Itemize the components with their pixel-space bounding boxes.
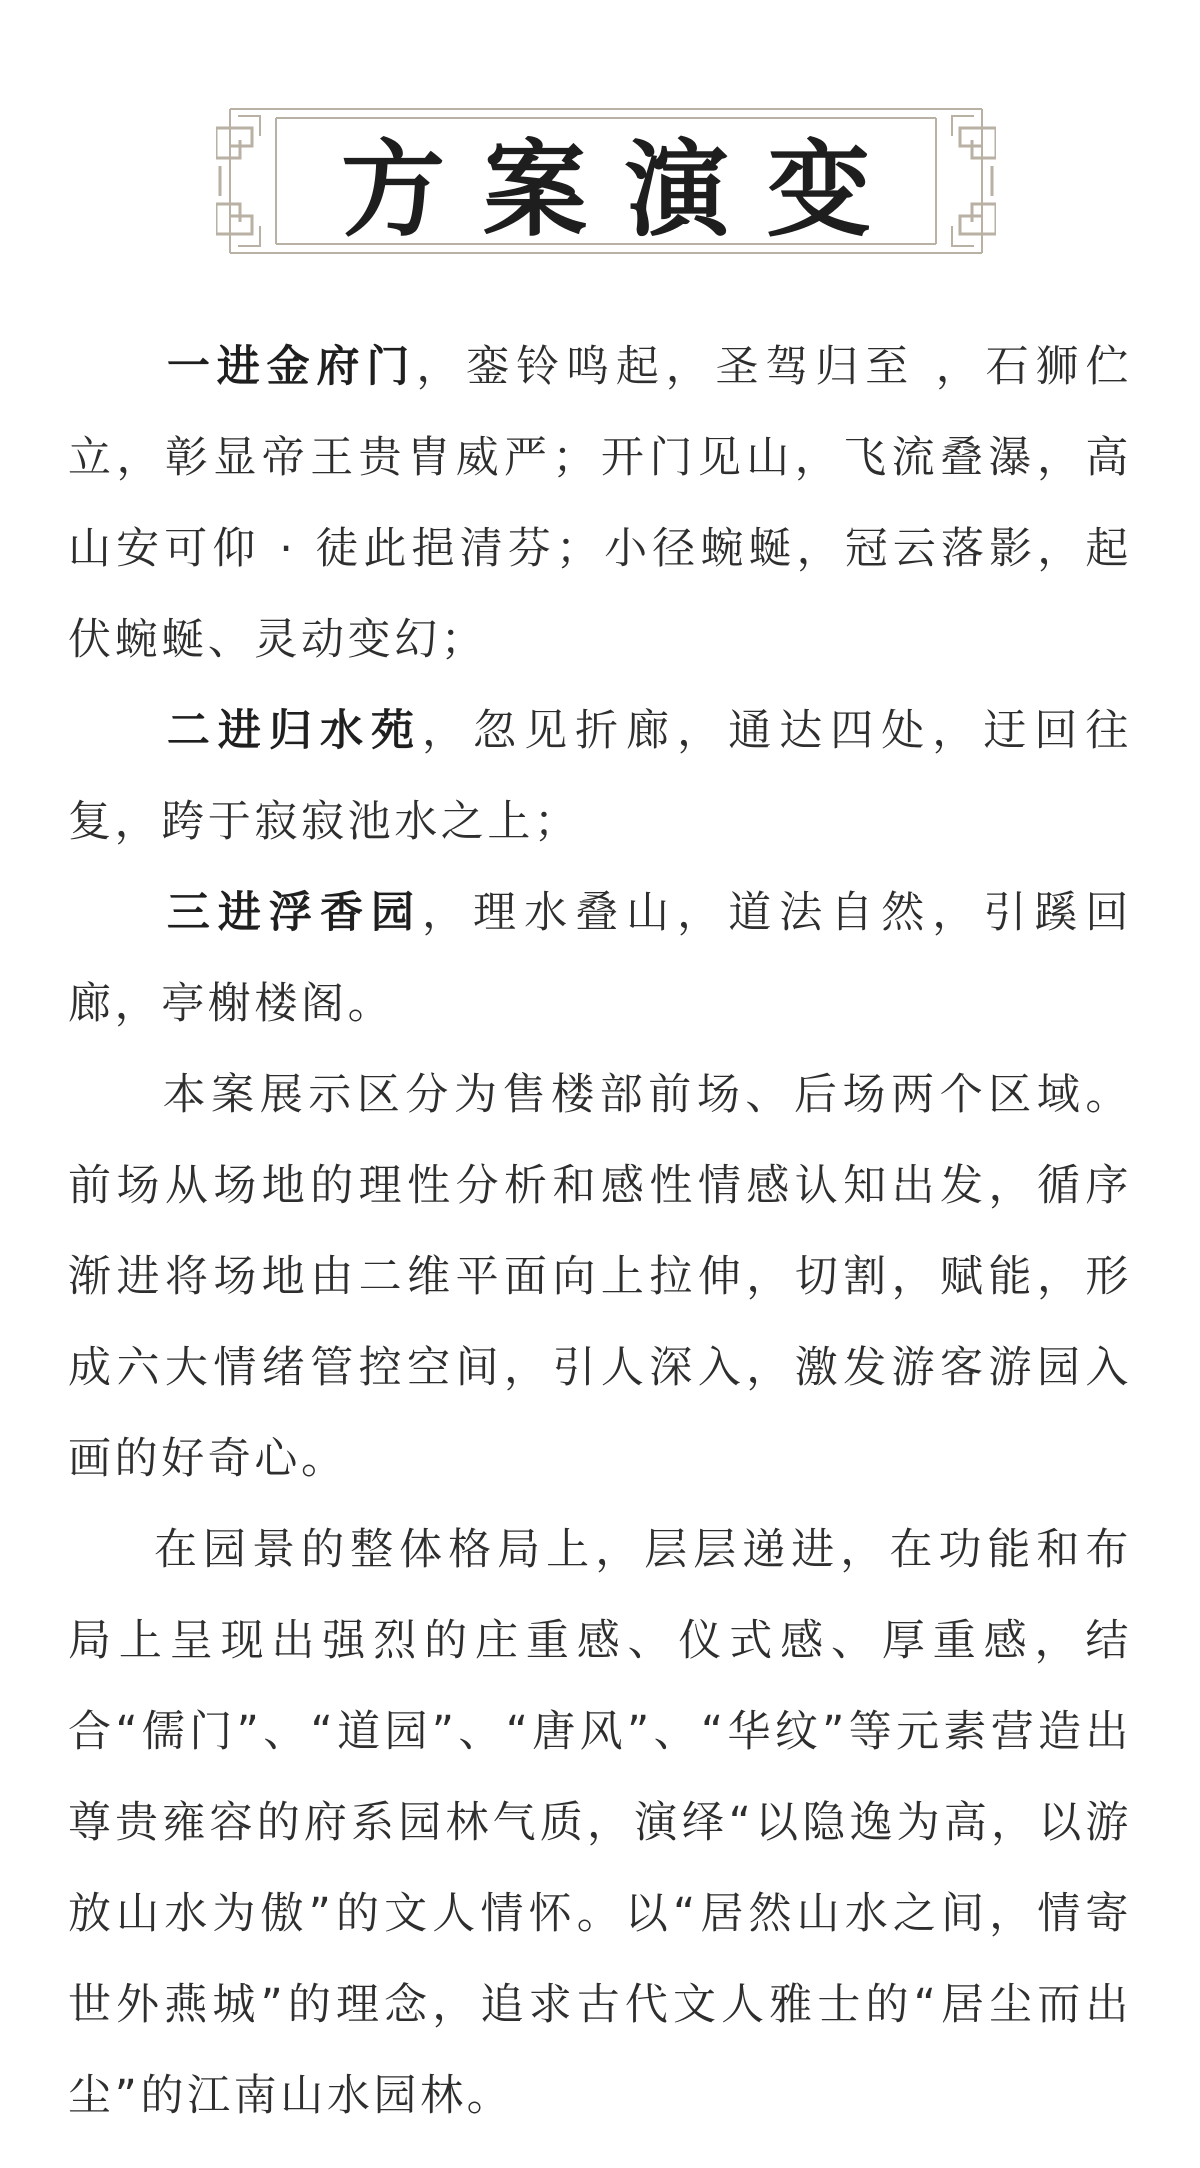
paragraph-garden-layout: 在园景的整体格局上，层层递进，在功能和布局上呈现出强烈的庄重感、仪式感、厚重感，结合“儒门”、“道园”、“唐风”、“华纹”等元素营造出尊贵雍容的府系园林气质，演绎“以隐逸为高，以游放山水为傲”的文人情怀。以“居然山水之间，情寄世外燕城”的理念，追求古代文人雅士的“居尘而出尘”的江南山水园林。 [68, 1525, 1132, 2121]
title-frame [216, 106, 996, 256]
page-title: 方案演变 [341, 129, 910, 251]
paragraph-third-courtyard [68, 868, 1132, 1050]
paragraph-text: ，忽见折廊，通达四处，迂回往复，跨于寂寂池水之上； [68, 706, 1132, 847]
highlight-third-courtyard: 三进浮香园 [166, 888, 423, 938]
article-body [68, 322, 1132, 2142]
paragraph-display-area: 本案展示区分为售楼部前场、后场两个区域。前场从场地的理性分析和感性情感认知出发，循序渐进将场地由二维平面向上拉伸，切割，赋能，形成六大情绪管控空间，引人深入，激发游客游园入画的好奇心。 [68, 1070, 1132, 1484]
paragraph-second-courtyard [68, 686, 1132, 868]
paragraph-text: ，理水叠山，道法自然，引蹊回廊，亭榭楼阁。 [68, 888, 1132, 1029]
paragraph-text: ，銮铃鸣起，圣驾归至 ，石狮伫立，彰显帝王贵胄威严；开门见山，飞流叠瀑，高山安可仰 · 徒此挹清芬；小径蜿蜒，冠云落影，起伏蜿蜒、灵动变幻； [68, 342, 1133, 665]
highlight-second-courtyard: 二进归水苑 [166, 706, 423, 756]
paragraph-first-courtyard [68, 322, 1132, 686]
highlight-first-courtyard: 一进金府门 [166, 342, 417, 392]
